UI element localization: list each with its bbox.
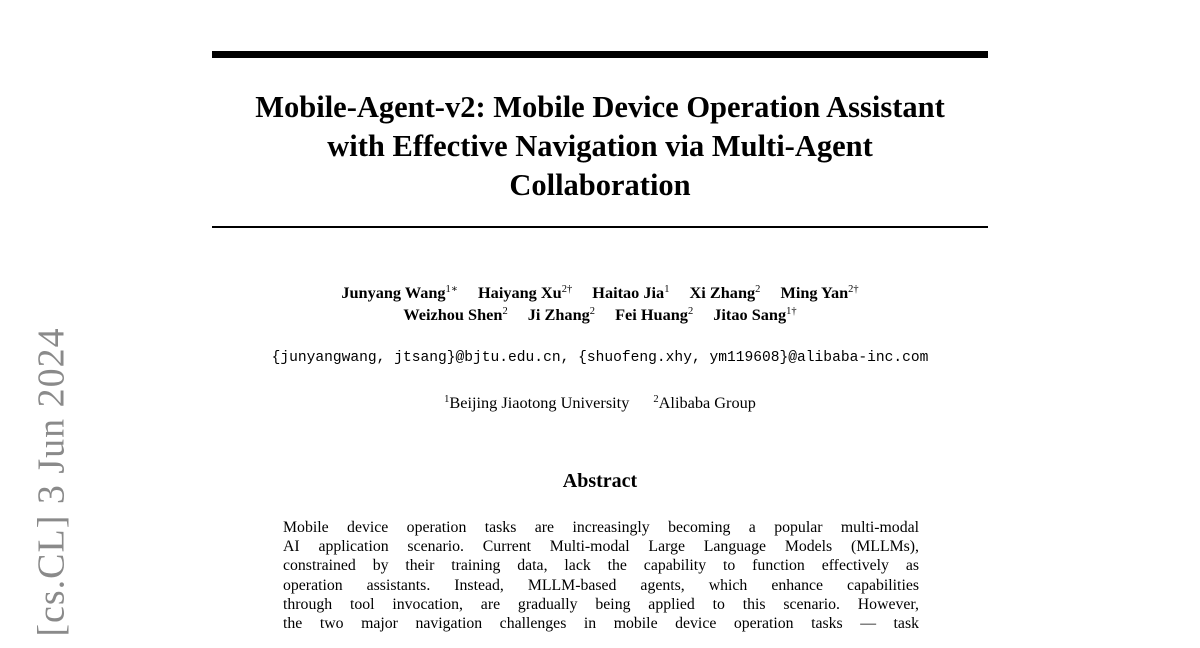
paper-title (212, 88, 988, 205)
author-name: Weizhou Shen (403, 305, 503, 324)
affiliation-mark: 2 (653, 394, 659, 405)
author-name: Haiyang Xu (478, 283, 562, 302)
author (615, 305, 693, 324)
author-mark: 2 (687, 306, 694, 317)
abstract-line: through tool invocation, are gradually being applied to this scenario. However, (283, 595, 919, 613)
abstract-line: Mobile device operation tasks are increasingly becoming a popular multi-modal (283, 519, 919, 536)
author-mark: 2 (589, 306, 596, 317)
author-name: Ji Zhang (527, 305, 590, 324)
abstract-line: operation assistants. Instead, MLLM-based agents, which enhance capabilities (283, 576, 919, 594)
author (713, 305, 796, 324)
abstract-line: AI application scenario. Current Multi-modal Large Language Models (MLLMs), (283, 538, 919, 556)
affiliation-name: Alibaba Group (658, 393, 756, 412)
author-name: Jitao Sang (713, 305, 787, 324)
author (780, 283, 858, 302)
affiliation (444, 393, 629, 412)
abstract-body (283, 518, 919, 633)
affiliation-name: Beijing Jiaotong University (449, 393, 630, 412)
arxiv-stamp (12, 322, 92, 642)
author-name: Fei Huang (615, 305, 688, 324)
title-line: with Effective Navigation via Multi-Agent (327, 129, 873, 163)
author-mark: 2† (848, 284, 859, 295)
author-mark: 2† (561, 284, 573, 295)
abstract-heading: Abstract (562, 470, 638, 492)
author-mark: 1∗ (445, 284, 458, 295)
author (478, 283, 572, 302)
title-line: Collaboration (509, 168, 691, 202)
arxiv-stamp-text: [cs.CL] 3 Jun 2024 (31, 327, 73, 637)
author (403, 305, 507, 324)
title-top-rule (212, 51, 988, 58)
title-line: Mobile-Agent-v2: Mobile Device Operation Assistant (255, 90, 945, 124)
author (592, 283, 669, 302)
author (690, 283, 761, 302)
author (341, 283, 458, 302)
author-line (212, 282, 988, 304)
author-emails: {junyangwang, jtsang}@bjtu.edu.cn, {shuofeng.xhy, ym119608}@alibaba-inc.com (271, 350, 929, 366)
affiliation (653, 393, 755, 412)
author-line (212, 304, 988, 326)
author (528, 305, 595, 324)
abstract-line: constrained by their training data, lack the capability to function effectively as (283, 557, 919, 575)
author-list (212, 282, 988, 326)
author-name: Haitao Jia (592, 283, 665, 302)
abstract-line: the two major navigation challenges in mobile device operation tasks — task (283, 615, 919, 633)
author-name: Ming Yan (780, 283, 849, 302)
author-name: Xi Zhang (689, 283, 756, 302)
author-name: Junyang Wang (341, 283, 446, 302)
author-mark: 2 (502, 306, 508, 317)
author-mark: 1 (664, 284, 670, 295)
affiliation-mark: 1 (444, 394, 450, 405)
affiliations (212, 393, 988, 413)
title-bottom-rule (212, 226, 988, 228)
author-mark: 1† (786, 306, 797, 317)
author-mark: 2 (755, 284, 761, 295)
